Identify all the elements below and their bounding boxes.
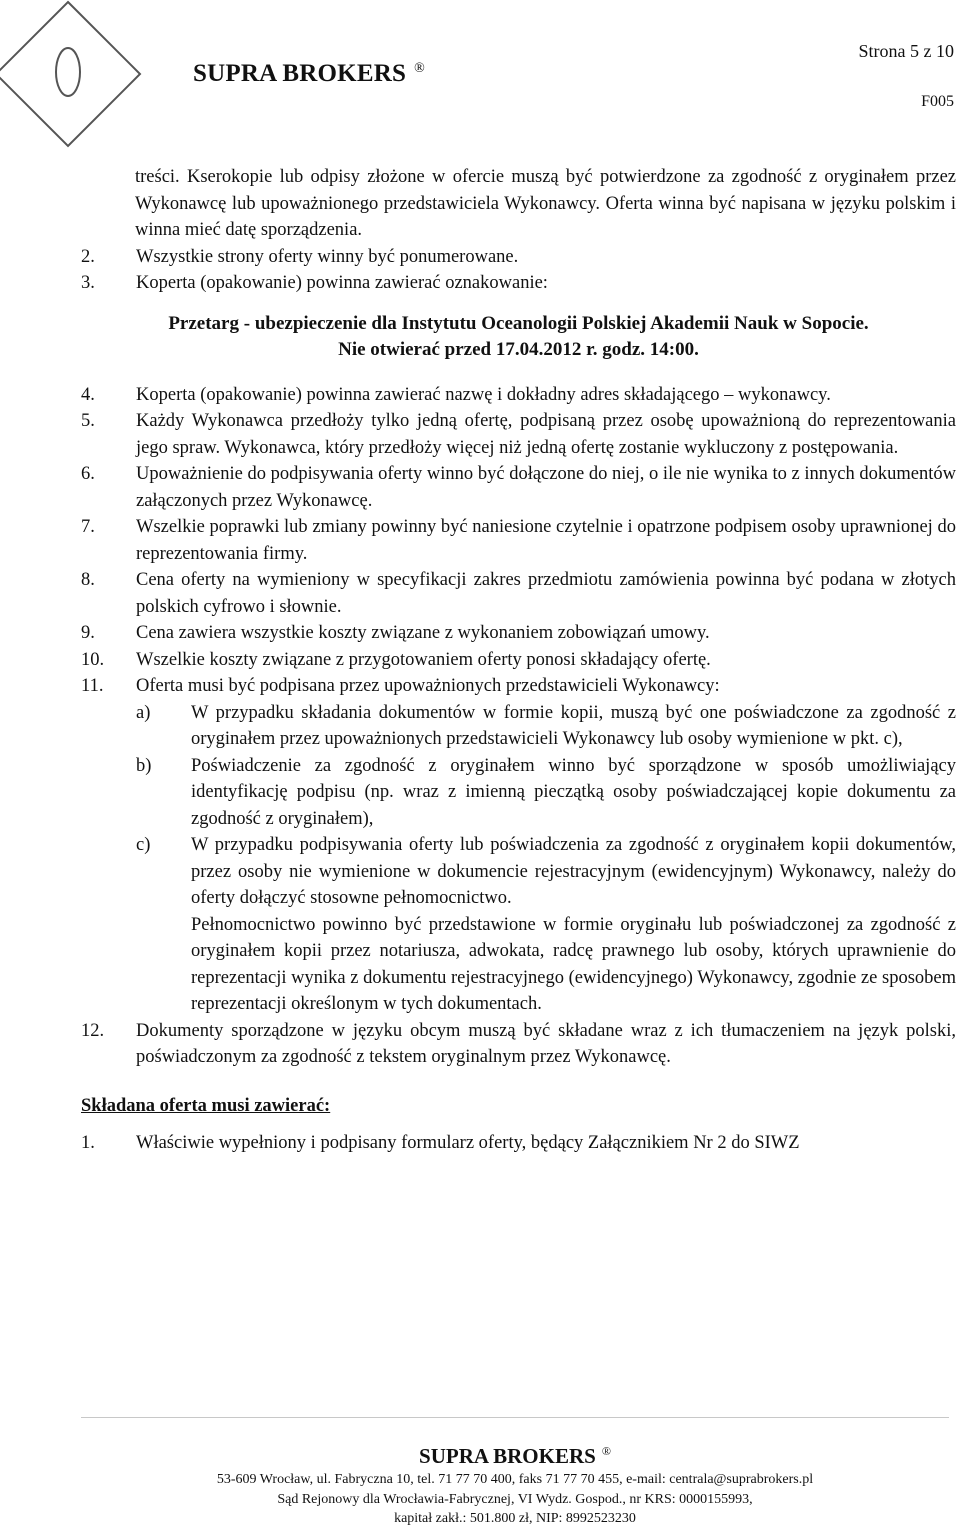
- page-number: Strona 5 z 10: [858, 41, 954, 61]
- footer-divider: [81, 1417, 949, 1418]
- sub-list-item: c) W przypadku podpisywania oferty lub poświadczenia za zgodność z oryginałem kopii dokumentów, przez osoby nie wymienione w dokumencie rejestracyjnym (ewidencyjnym) Wykonawcy, należy do oferty dołączyć stosowne pełnomocnictwo.: [136, 835, 956, 908]
- list-item: 7. Wszelkie poprawki lub zmiany powinny być naniesione czytelnie i opatrzone podpisem osoby uprawnionej do reprezentowania firmy.: [81, 517, 956, 564]
- footer: [81, 1437, 949, 1529]
- form-code: F005: [921, 93, 954, 110]
- footer-brand: SUPRA BROKERS ®: [419, 1444, 611, 1468]
- section-heading: Składana oferta musi zawierać:: [81, 1095, 331, 1116]
- list-item: 12. Dokumenty sporządzone w języku obcym muszą być składane wraz z ich tłumaczeniem na język polski, poświadczonym za zgodność z tekstem oryginalnym przez Wykonawcę.: [81, 1020, 956, 1067]
- brand-name: SUPRA BROKERS ®: [193, 60, 425, 87]
- diamond-logo-icon: [0, 2, 140, 146]
- list-item: 5. Każdy Wykonawca przedłoży tylko jedną ofertę, podpisaną przez osobę upoważnioną do reprezentowania jego spraw. Wykonawca, który przedłoży więcej niż jedną ofertę zostanie wykluczony z postępowania.: [81, 411, 956, 458]
- intro-paragraph: treści. Kserokopie lub odpisy złożone w ofercie muszą być potwierdzone za zgodność z oryginałem przez Wykonawcę lub upoważnionego przedstawiciela Wykonawcy. Oferta winna być napisana w języku polskim i winna mieć datę sporządzenia.: [135, 167, 956, 240]
- list-item: 11. Oferta musi być podpisana przez upoważnionych przedstawicieli Wykonawcy:: [81, 676, 720, 696]
- sub-list-item: a) W przypadku składania dokumentów w formie kopii, muszą być one poświadczone za zgodność z oryginałem przez upoważnionych przedstawicieli Wykonawcy lub osoby wymienione w pkt. c),: [136, 702, 956, 749]
- list-item: 1. Właściwie wypełniony i podpisany formularz oferty, będący Załącznikiem Nr 2 do SIWZ: [81, 1133, 800, 1153]
- list-item: 9. Cena zawiera wszystkie koszty związane z wykonaniem zobowiązań umowy.: [81, 623, 710, 643]
- list-item: 3. Koperta (opakowanie) powinna zawierać oznakowanie:: [81, 273, 548, 293]
- list-item: 4. Koperta (opakowanie) powinna zawierać nazwę i dokładny adres składającego – wykonawcy.: [81, 384, 831, 405]
- sub-list-item: b) Poświadczenie za zgodność z oryginałem winno być sporządzone w sposób umożliwiający identyfikację podpisu (np. wraz z imienną pieczątką osoby poświadczającej kopie dokumentu za zgodność z oryginałem),: [136, 755, 956, 829]
- list-item: 6. Upoważnienie do podpisywania oferty winno być dołączone do niej, o ile nie wynika to z innych dokumentów załączonych przez Wykonawcę.: [81, 464, 956, 511]
- list-item: 10. Wszelkie koszty związane z przygotowaniem oferty ponosi składający ofertę.: [81, 649, 711, 670]
- footer-court: Sąd Rejonowy dla Wrocławia-Fabrycznej, VI Wydz. Gospod., nr KRS: 0000155993,: [277, 1491, 753, 1507]
- list-item: 8. Cena oferty na wymieniony w specyfikacji zakres przedmiotu zamówienia powinna być podana w złotych polskich cyfrowo i słownie.: [81, 570, 956, 617]
- footer-address: 53-609 Wrocław, ul. Fabryczna 10, tel. 71 77 70 400, faks 71 77 70 455, e-mail: centrala@suprabrokers.pl: [216, 1472, 814, 1487]
- list-item: 2. Wszystkie strony oferty winny być ponumerowane.: [81, 246, 519, 267]
- company-logo: [0, 0, 150, 150]
- envelope-marking: Przetarg - ubezpieczenie dla Instytutu Oceanologii Polskiej Akademii Nauk w Sopocie. Nie otwierać przed 17.04.2012 r. godz. 14:00.: [168, 312, 869, 360]
- footer-capital: kapitał zakł.: 501.800 zł, NIP: 8992523230: [394, 1511, 636, 1526]
- power-of-attorney-paragraph: Pełnomocnictwo powinno być przedstawione w formie oryginału lub poświadczonej za zgodność z oryginałem kopii przez notariusza, adwokata, radcę prawnego lub osoby, których uprawnienie do reprezentacji wynika z dokumentu rejestracyjnego (ewidencyjnego) Wykonawcy, zgodnie ze sposobem reprezentacji określonym w tych dokumentach.: [191, 914, 956, 1014]
- document-body: [81, 164, 956, 1157]
